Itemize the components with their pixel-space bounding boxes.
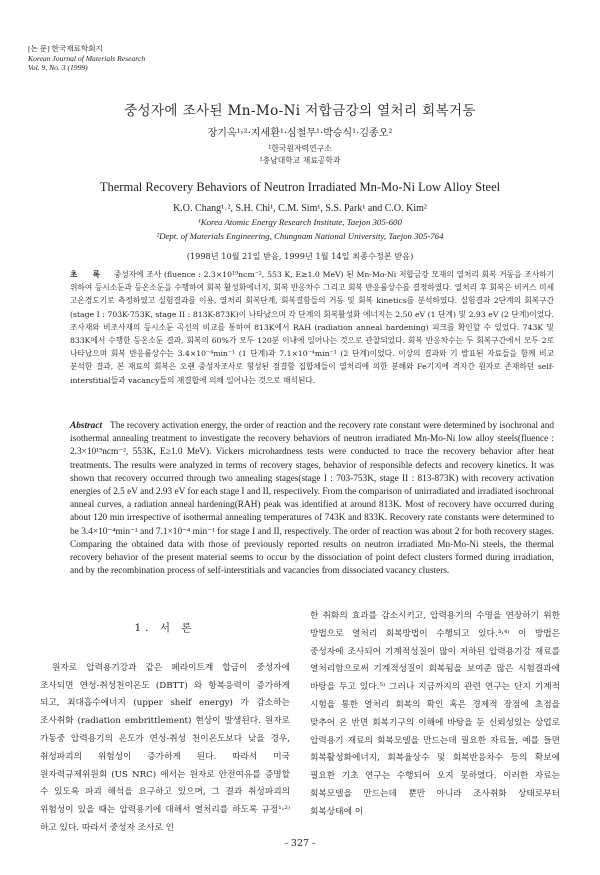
abstract-korean-label: 초 록 <box>70 270 106 279</box>
authors-korean: 장기옥¹˒²·지세환¹·심철무¹·박승식¹·김종오² <box>207 128 393 139</box>
abstract-korean-text: 중성자에 조사 (fluence : 2.3×10¹⁹ncm⁻², 553 K, E≥1.0 MeV) 된 Mn-Mo-Ni 저합금강 모재의 열처리 회복 거동을 조사하기 위하여 등시소둔과 등온소둔을 수행하여 회복 활성화에너지, 회복 반응차수 그리고 회복 반응률상수를 결정하였다. 열처리 후 회복은 비커스 미세 고온경도기로 측정하였고 실험결과를 이용, 열처리 회복단계, 회복결함들의 거동 및 회복 kinetics를 분석하였다. 실험결과 2단계의 회복구간 (stage I : 703K-753K, stage II : 813K-873K)이 나타났으며 각 단계의 회복활성화 에너지는 2.50 eV (1 단계) 및 2.93 eV (2 단계)이었다. 조사재와 비조사재의 등시소둔 곡선의 비교를 통하여 813K에서 RAH (radiation anneal hardening) 피크를 확인할 수 있었다. 743K 및 833K에서 수행한 등온소둔 결과, 회복의 60%가 모두 120분 이내에 일어나는 것으로 관찰되었다. 회복 반응차수는 두 회복구간에서 모두 2로 나타났으며 회복 반응률상수는 3.4×10⁻⁴min⁻¹ (1 단계)과 7.1×10⁻⁴min⁻¹ (2 단계)이었다. 이상의 결과와 기 발표된 자료들을 함께 비교 분석한 결과, 본 재료의 회복은 오랜 중성자조사로 형성된 점결함 집합체들이 열처리에 의한 분해와 Fe기지에 격자간 원자로 존재하던 self-interstitial들과 vacancy들의 재결합에 의해 일어나는 것으로 해석된다. <box>70 270 554 385</box>
affiliation-korean-2: ²충남대학교 재료공학과 <box>259 156 341 165</box>
right-column <box>310 608 560 822</box>
journal-header <box>28 44 145 73</box>
journal-volume: Vol. 9, No. 3 (1999) <box>28 63 88 73</box>
section-heading-introduction: 1. 서 론 <box>134 622 196 634</box>
affiliation-english-2: ²Dept. of Materials Engineering, Chungnam National University, Taejon 305-764 <box>156 231 444 241</box>
abstract-english <box>70 420 554 578</box>
authors-english: K.O. Chang¹˒², S.H. Chi¹, C.M. Sim¹, S.S. Park¹ and C.O. Kim² <box>173 203 427 214</box>
abstract-korean <box>70 268 554 387</box>
intro-paragraph-left: 원자로 압력용기강과 같은 페라이트계 합금이 중성자에 조사되면 연성-취성천이온도 (DBTT) 와 항복응력이 증가하게 되고, 최대흡수에너지 (upper shelf energy) 가 감소하는 조사취화 (radiation embrittlement) 현상이 발생된다. 원자로 가동중 압력용기의 온도가 연성-취성 천이온도보다 낮을 경우, 취성파괴의 위험성이 증가하게 된다. 따라서 미국 원자력규제위원회 (US NRC) 에서는 원자로 안전여유를 증명할 수 있도록 파괴 해석을 요구하고 있으며, 그 결과 취성파괴의 위험성이 있을 때는 압력용기에 대해서 열처리를 하도록 규정¹˒²⁾하고 있다. 따라서 중성자 조사로 인 <box>40 662 290 833</box>
affiliation-english-1: ¹Korea Atomic Energy Research Institute, Taejon 305-600 <box>198 217 402 227</box>
abstract-english-text: The recovery activation energy, the order of reaction and the recovery rate constant were determined by isochronal and isothermal annealing treatment to investigate the recovery behaviors of neutron irradiated Mn-Mo-Ni low alloy steels(fluence : 2.3×10¹⁹ncm⁻², 553K, E≥1.0 MeV). Vickers microhardness tests were conducted to trace the recovery behavior after heat treatments. The results were analyzed in terms of recovery stages, behavior of responsible defects and recovery kinetics. It was shown that recovery occurred through two annealing stages(stage I : 703-753K, stage II : 813-873K) with recovery activation energies of 2.5 eV and 2.93 eV for each stage I and II, respectively. From the comparison of unirradiated and irradiated isochronal anneal curves, a radiation anneal hardening(RAH) peak was identified at around 813K. Most of recovery have occurred during about 120 min irrespective of isothermal annealing temperatures of 743K and 833K. Recovery rate constants were determined to be 3.4×10⁻⁴min⁻¹ and 7.1×10⁻⁴ min⁻¹ for stage I and II, respectively. The order of reaction was about 2 for both recovery stages. Comparing the obtained data with those of previously reported results on neutron irradiated Mn-Mo-Ni steels, the thermal recovery behavior of the present material seems to occur by the dissociation of point defect clusters formed during irradiation, and by the recombination process of self-interstitials and vacancies from dissociated vacancy clusters. <box>70 421 554 577</box>
intro-paragraph-right: 한 취화의 효과를 감소시키고, 압력용기의 수명을 연장하기 위한 방법으로 열처리 회복방법이 수행되고 있다.³˒⁴⁾ 이 방법은 중성자에 조사되어 기계적성질이 많이 저하된 압력용기강 재료를 열처리함으로써 기계적성질이 회복됨을 보여준 많은 시험결과에 바탕을 두고 있다.⁵⁾ 그러나 지금까지의 관련 연구는 단지 기계적 시험을 통한 열처리 회복의 확인 혹은 경제적 장점에 초점을 맞추어 온 반면 회복기구의 이해에 바탕을 둔 신뢰성있는 상업로 압력용기 재료의 회복모델을 만드는데 필요한 자료들, 예를 들면 회복활성화에너지, 회복율상수 및 회복반응차수 등의 확보에 필요한 기초 연구는 수행되어 오지 못하였다. 이러한 자료는 회복모델을 만드는데 뿐만 아니라 조사취화 상태로부터 회복상태에 이 <box>310 611 560 817</box>
paper-title-korean: 중성자에 조사된 Mn-Mo-Ni 저합금강의 열처리 회복거동 <box>124 103 476 119</box>
received-dates: (1998년 10월 21일 받음, 1999년 1월 14일 최종수정본 받음) <box>186 251 414 261</box>
left-column <box>40 620 290 838</box>
affiliation-korean-1: ¹한국원자력연구소 <box>268 144 332 153</box>
abstract-english-label: Abstract <box>70 421 103 431</box>
page-number: - 327 - <box>284 838 316 849</box>
paper-title-english: Thermal Recovery Behaviors of Neutron Irradiated Mn-Mo-Ni Low Alloy Steel <box>99 180 501 194</box>
journal-name-ko: [논 문] 한국재료학회지 <box>28 44 103 53</box>
journal-name-en: Korean Journal of Materials Research <box>28 53 146 63</box>
